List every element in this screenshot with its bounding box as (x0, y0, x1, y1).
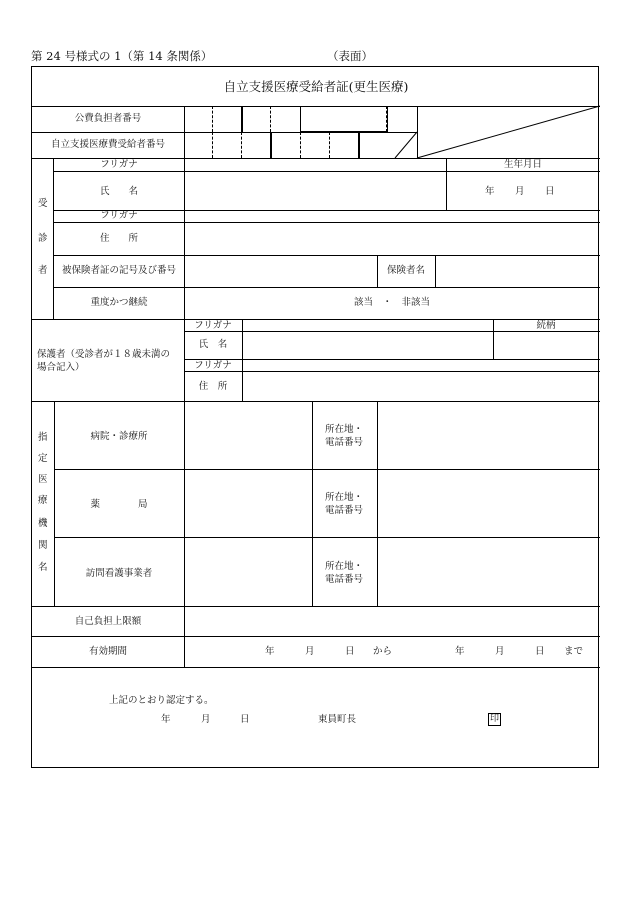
relationship-label: 続柄 (536, 320, 556, 331)
guardian-address-label: 住 所 (198, 381, 228, 392)
pharmacy-label: 薬 局 (90, 499, 148, 510)
patient-furigana-label: フリガナ (100, 159, 138, 170)
validity-from-year: 年 (265, 646, 275, 657)
form-side: （表面） (327, 49, 373, 63)
guardian-name-label: 氏 名 (198, 339, 228, 350)
cert-day-label: 日 (240, 714, 250, 725)
recipient-number-label: 自立支援医療費受給者番号 (50, 139, 166, 150)
institution-section-char: 機 (38, 518, 48, 529)
institution-section-char: 医 (38, 474, 48, 485)
severe-continuous-label: 重度かつ継続 (90, 297, 148, 308)
institution-section-char: 名 (38, 562, 48, 573)
birth-day-label: 日 (545, 186, 555, 197)
copay-limit-label: 自己負担上限額 (74, 616, 142, 627)
hospital-location-label: 所在地・ (324, 424, 364, 435)
validity-until-day: 日 (535, 646, 545, 657)
institution-section-char: 療 (38, 495, 48, 506)
patient-name-label: 氏 名 (99, 186, 139, 197)
hospital-label: 病院・診療所 (90, 431, 148, 442)
form-title: 自立支援医療受給者証(更生医療) (223, 79, 409, 94)
certification-statement: 上記のとおり認定する。 (109, 695, 214, 706)
validity-until-year: 年 (455, 646, 465, 657)
nursing-location-label: 所在地・ (324, 561, 364, 572)
insurance-id-label: 被保険者証の記号及び番号 (61, 265, 177, 276)
patient-section-char: 診 (38, 233, 48, 244)
issuing-authority: 東員町長 (318, 714, 357, 725)
patient-furigana2-label: フリガナ (100, 210, 138, 221)
birth-year-label: 年 (485, 186, 495, 197)
institution-section-char: 指 (38, 432, 48, 443)
institution-section-char: 関 (38, 540, 48, 551)
hospital-phone-label: 電話番号 (324, 437, 364, 448)
nursing-label: 訪問看護事業者 (85, 568, 153, 579)
seal-mark: 印 (490, 714, 500, 724)
birthdate-label: 生年月日 (503, 159, 543, 170)
validity-from: から (373, 646, 393, 657)
guardian-furigana2-label: フリガナ (194, 360, 232, 371)
pharmacy-location-label: 所在地・ (324, 492, 364, 503)
form-number: 第 24 号様式の 1（第 14 条関係） (31, 49, 213, 63)
cert-year-label: 年 (161, 714, 171, 725)
validity-until-month: 月 (495, 646, 505, 657)
insurer-name-label: 保険者名 (386, 265, 426, 276)
nursing-phone-label: 電話番号 (324, 574, 364, 585)
pharmacy-phone-label: 電話番号 (324, 505, 364, 516)
patient-section-char: 受 (38, 198, 48, 209)
public-payer-number-label: 公費負担者番号 (74, 113, 142, 124)
validity-from-day: 日 (345, 646, 355, 657)
validity-label: 有効期間 (88, 646, 128, 657)
validity-until: まで (564, 646, 584, 657)
guardian-furigana-label: フリガナ (194, 320, 232, 331)
birth-month-label: 月 (515, 186, 525, 197)
patient-section-char: 者 (38, 265, 48, 276)
institution-section-char: 定 (38, 453, 48, 464)
guardian-label-line2: 場合記入） (37, 362, 85, 373)
patient-address-label: 住 所 (99, 233, 139, 244)
validity-from-month: 月 (305, 646, 315, 657)
cert-month-label: 月 (201, 714, 211, 725)
recipient-certificate-form (31, 66, 599, 768)
guardian-label-line1: 保護者（受診者が１８歳未満の (37, 349, 171, 360)
applicable-options: 該当 ・ 非該当 (353, 297, 431, 308)
